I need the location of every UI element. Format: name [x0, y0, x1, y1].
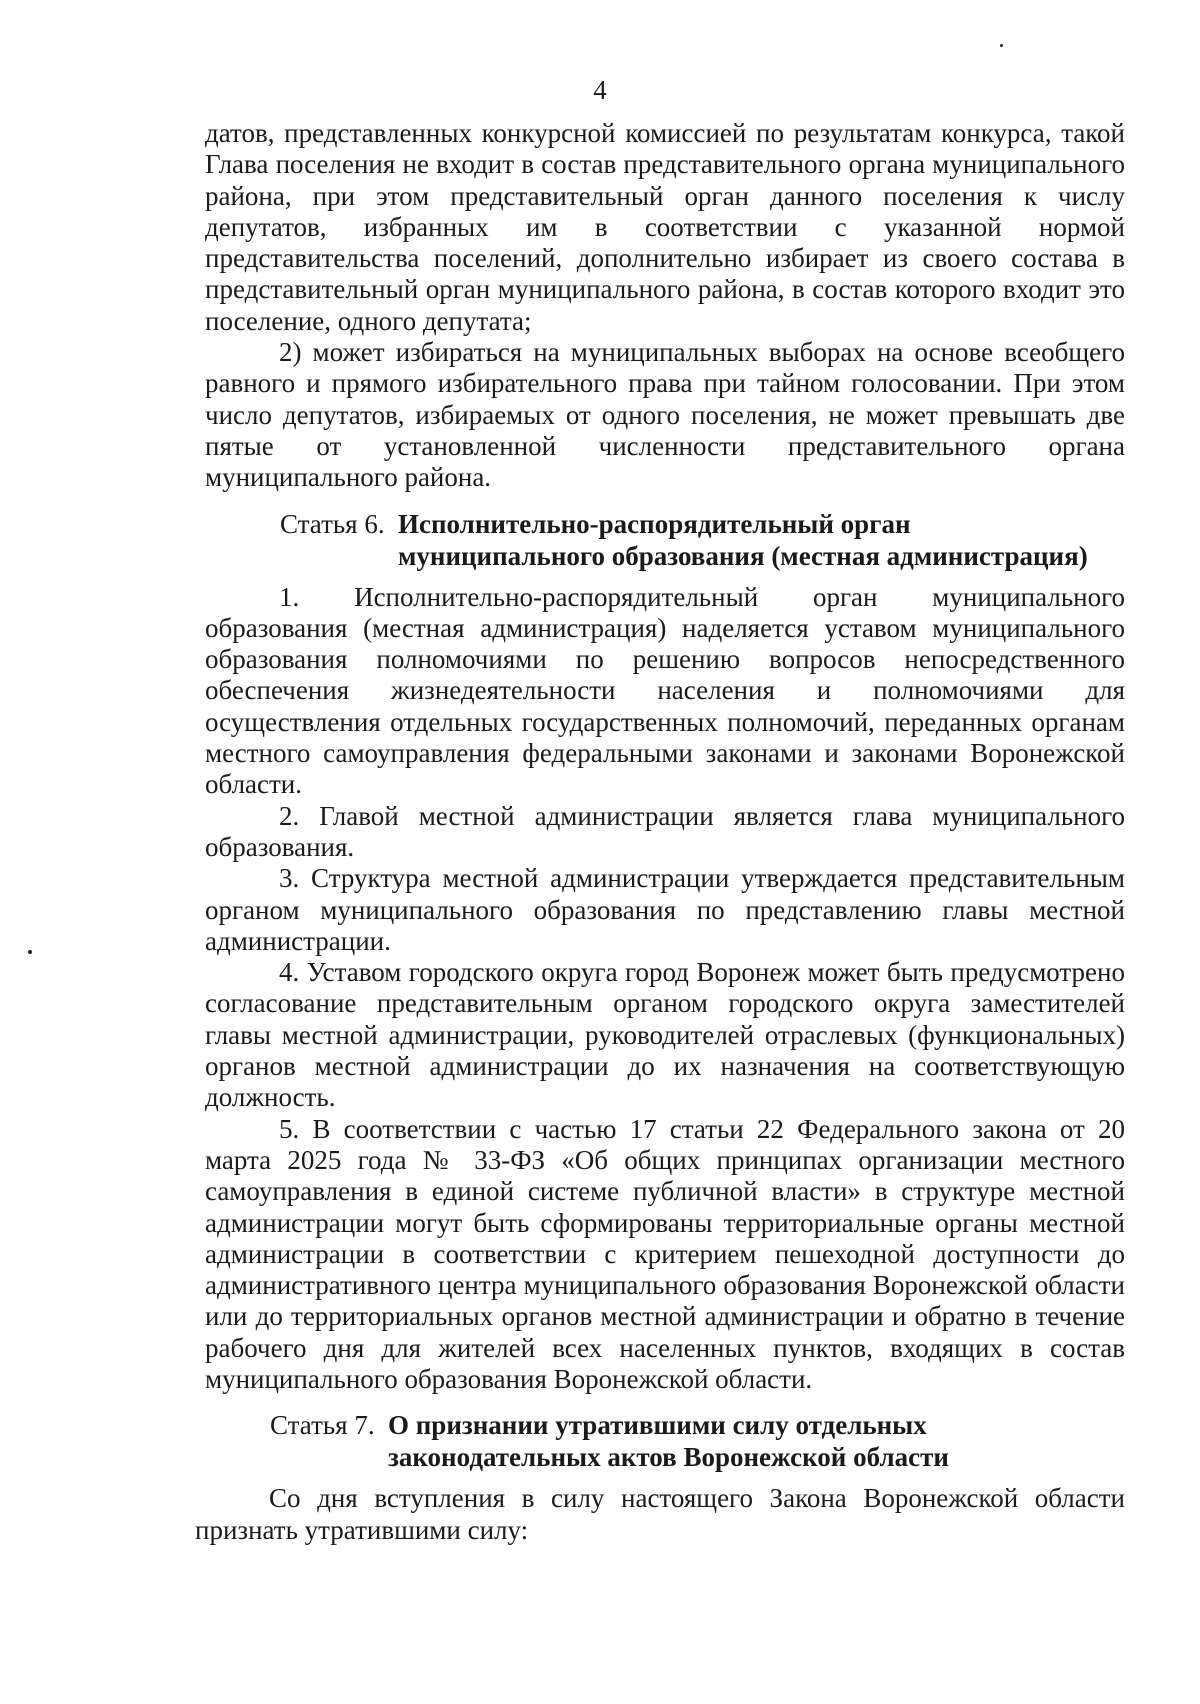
paragraph-item-2: 2) может избираться на муниципальных выборах на основе всеобщего равного и прямого избирательного права при тайном голосовании. При этом число депутатов, избираемых от одного поселения, не может превышать две пятые от установленной численности представительного органа муниципального района. [205, 337, 1125, 493]
article-7-title-line-1: О признании утратившими силу отдельных [388, 1410, 927, 1441]
article-6-paragraph-5: 5. В соответствии с частью 17 статьи 22 Федерального закона от 20 марта 2025 года № 33-ФЗ «Об общих принципах организации местного самоуправления в единой системе публичной власти» в структуре местной администрации могут быть сформированы территориальные органы местной администрации в соответствии с критерием пешеходной доступности до административного центра муниципального образования Воронежской области или до территориальных органов местной администрации и обратно в течение рабочего дня для жителей всех населенных пунктов, входящих в состав муниципального образования Воронежской области. [205, 1113, 1125, 1394]
article-6-title-line-2: муниципального образования (местная администрация) [398, 540, 1088, 571]
document-body [195, 118, 1125, 1546]
paragraph-continuation: датов, представленных конкурсной комиссией по результатам конкурса, такой Глава поселения не входит в состав представительного органа муниципального района, при этом представительный орган данного поселения к числу депутатов, избранных им в соответствии с указанной нормой представительства поселений, дополнительно избирает из своего состава в представительный орган муниципального района, в состав которого входит это поселение, одного депутата; [205, 118, 1125, 336]
article-7-paragraph-1: Со дня вступления в силу настоящего Закона Воронежской области признать утратившими силу: [195, 1483, 1125, 1545]
article-6-heading [205, 508, 1125, 572]
article-7-body [195, 1483, 1125, 1546]
article-7-title-line-2: законодательных актов Воронежской области [388, 1442, 949, 1473]
article-6-paragraph-2: 2. Главой местной администрации является глава муниципального образования. [205, 800, 1125, 862]
article-7-label: Статья 7. [270, 1410, 375, 1441]
article-7-heading [205, 1409, 1125, 1473]
scan-speck [28, 950, 32, 954]
page-number: 4 [593, 75, 607, 105]
article-6-paragraph-3: 3. Структура местной администрации утверждается представительным органом муниципального образования по представлению главы местной администрации. [205, 863, 1125, 956]
scan-speck [1000, 44, 1003, 47]
article-6-paragraph-4: 4. Уставом городского округа город Воронеж может быть предусмотрено согласование представительным органом городского округа заместителей главы местной администрации, руководителей отраслевых (функциональных) органов местной администрации до их назначения на соответствующую должность. [205, 957, 1125, 1113]
article-6-title-line-1: Исполнительно-распорядительный орган [398, 508, 911, 539]
article-6-paragraph-1: 1. Исполнительно-распорядительный орган муниципального образования (местная администрация) наделяется уставом муниципального образования полномочиями по решению вопросов непосредственного обеспечения жизнедеятельности населения и полномочиями для осуществления отдельных государственных полномочий, переданных органам местного самоуправления федеральными законами и законами Воронежской области. [205, 581, 1125, 800]
article-6-label: Статья 6. [280, 508, 385, 539]
